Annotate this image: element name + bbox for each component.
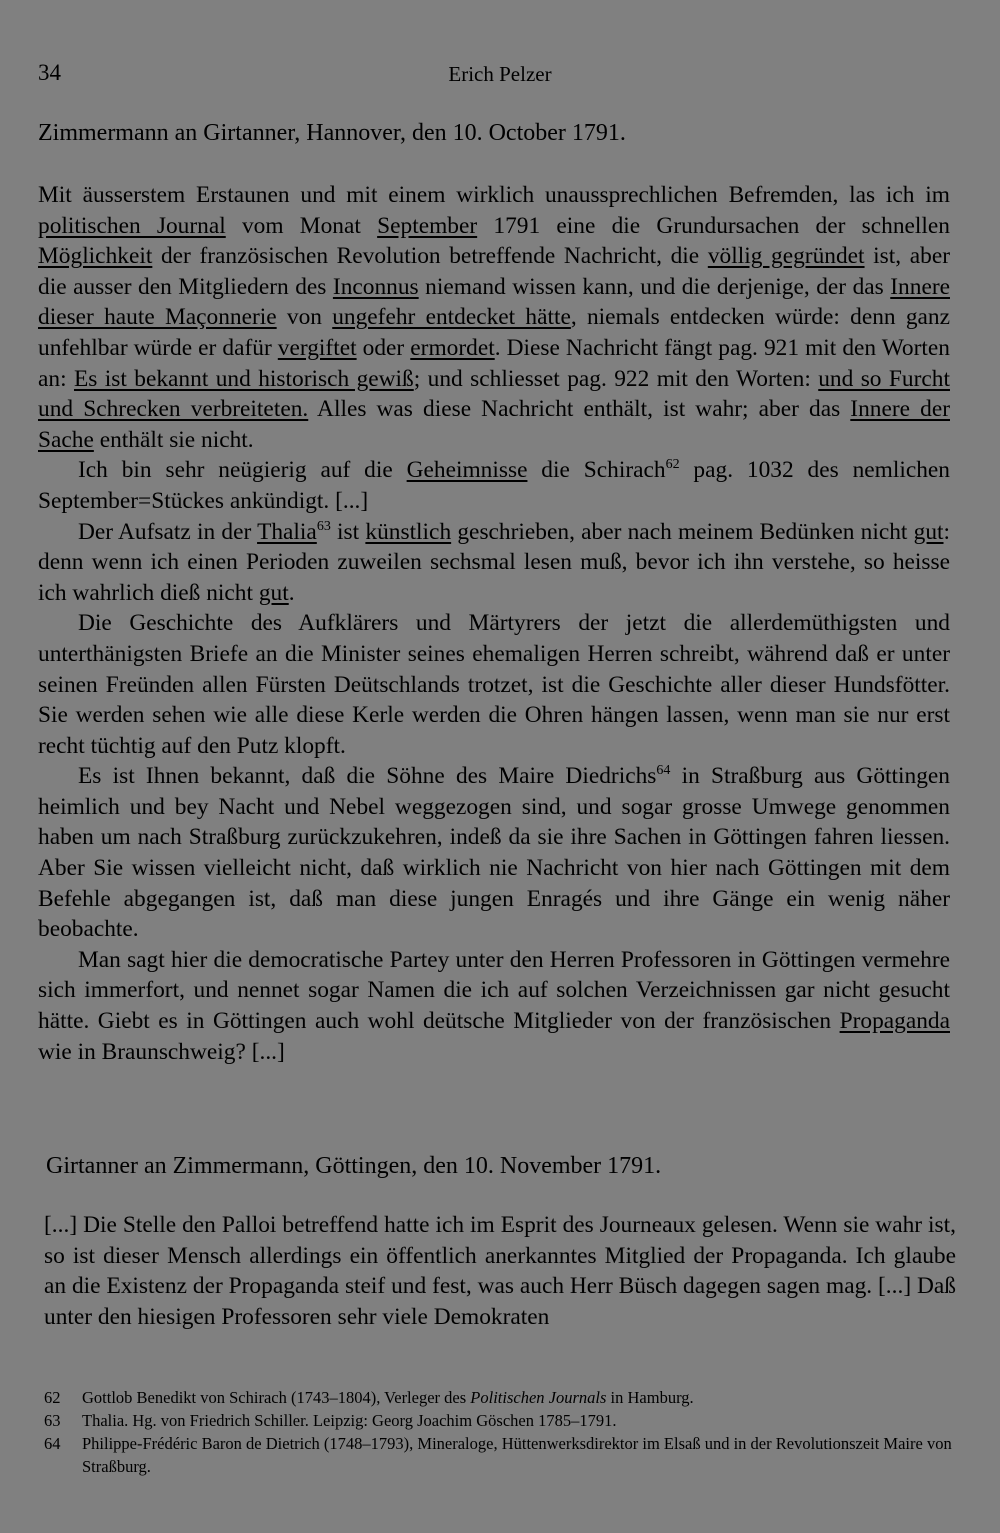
footnote-text — [82, 1386, 956, 1409]
text-run: die Schirach — [527, 457, 666, 484]
text-run: 1791 eine die Grundursachen der schnellen — [477, 212, 950, 239]
text-run: , niemals entdecken würde: denn ganz unfehlbar würde er dafür — [38, 304, 950, 361]
underlined-text: politischen Journal — [38, 212, 226, 239]
underlined-text: gut — [913, 518, 944, 545]
text-run: von — [276, 304, 333, 331]
italic-text: Politischen Journals — [470, 1388, 607, 1407]
text-run: in Straßburg aus Göttingen heimlich und bey Nacht und Nebel weggezogen sind, und sogar grosse Umwege genommen haben um nach Straßburg zurückzukehren, indeß da sie ihre Sachen in Göttingen fahren liessen. Aber Sie wissen vielleicht nicht, daß wirklich nie Nachricht von hier nach Göttingen mit dem Befehle abgegangen ist, daß man diese jungen Enragés und ihre Gänge ein wenig näher beobachte. — [38, 763, 950, 943]
text-run: wie in Braunschweig? [...] — [38, 1038, 285, 1065]
letter-1-body — [38, 180, 950, 1067]
text-run: Philippe-Frédéric Baron de Dietrich (1748–1793), Mineraloge, Hüttenwerksdirektor im Elsaß und in der Revolutionszeit Maire von Straßburg. — [82, 1434, 952, 1476]
text-run: Thalia. Hg. von Friedrich Schiller. Leipzig: Georg Joachim Göschen 1785–1791. — [82, 1411, 617, 1430]
underlined-text: Es ist bekannt und historisch gewiß — [73, 365, 414, 392]
letter-2-title: Girtanner an Zimmermann, Göttingen, den 10. November 1791. — [46, 1153, 662, 1179]
text-run: Die Geschichte des Aufklärers und Märtyrers der jetzt die allerdemüthigsten und unterthänigsten Briefe an die Minister seines ehemaligen Herren schreibt, während daß er unter seinen Freünden allen Fürsten Deütschlands trotzet, ist die Geschichte aller dieser Hundsfötter. Sie werden sehen wie alle diese Kerle werden die Ohren hängen lassen, wenn man sie nur erst recht tüchtig auf den Putz klopft. — [38, 610, 950, 759]
underlined-text: vergiftet — [277, 334, 357, 361]
letter-1-title: Zimmermann an Girtanner, Hannover, den 10. October 1791. — [38, 120, 626, 146]
underlined-text: Innere der Sache — [38, 396, 950, 453]
text-run: vom Monat — [225, 212, 378, 239]
footnote-number: 62 — [44, 1388, 61, 1407]
text-run: in Hamburg. — [606, 1388, 694, 1407]
text-run: geschrieben, aber nach meinem Bedünken nicht — [451, 518, 914, 545]
text-run: . — [288, 579, 295, 606]
text-run: pag. 1032 des nemlichen September=Stückes ankündigt. [...] — [38, 457, 950, 514]
paragraph — [38, 945, 950, 1067]
footnote-ref: 63 — [316, 518, 331, 534]
footnote-text — [82, 1432, 956, 1478]
underlined-text: ermordet — [410, 334, 495, 361]
paragraph — [38, 180, 950, 455]
text-run: ; und schliesset pag. 922 mit den Worten: — [413, 365, 819, 392]
text-run: . Diese Nachricht fängt pag. 921 mit den Worten an: — [38, 334, 950, 392]
underlined-text: und so Furcht und Schrecken verbreiteten. — [38, 365, 950, 423]
text-run: Mit äusserstem Erstaunen und mit einem wirklich unaussprechlichen Befremden, las ich im — [38, 182, 950, 208]
text-run: Es ist Ihnen bekannt, daß die Söhne des Maire Diedrichs — [78, 763, 657, 790]
text-run: Gottlob Benedikt von Schirach (1743–1804), Verleger des — [82, 1388, 471, 1407]
footnote-number: 63 — [44, 1411, 61, 1430]
paragraph — [44, 1210, 956, 1332]
footnote-number: 64 — [44, 1434, 61, 1453]
underlined-text: Möglichkeit — [38, 243, 153, 270]
text-run: [...] Die Stelle den Palloi betreffend hatte ich im Esprit des Journeaux gelesen. Wenn sie wahr ist, so ist dieser Mensch allerdings ein öffentlich anerkanntes Mitglied der Propaganda. Ich glaube an die Existenz der Propaganda steif und fest, was auch Herr Büsch dagegen sagen mag. [...] Daß unter den hiesigen Professoren sehr viele Demokraten — [44, 1212, 956, 1330]
footnote — [44, 1409, 956, 1432]
underlined-text: ungefehr entdecket hätte — [332, 304, 571, 331]
underlined-text: Geheimnisse — [406, 457, 528, 484]
text-run: ist, aber die ausser den Mitgliedern des — [38, 243, 950, 300]
paragraph — [38, 761, 950, 945]
page-header — [38, 60, 962, 96]
text-run: enthält sie nicht. — [93, 426, 254, 453]
page-number: 34 — [38, 60, 61, 85]
underlined-text: Inconnus — [332, 273, 419, 300]
footnote-ref: 64 — [656, 763, 671, 779]
footnotes — [44, 1386, 956, 1478]
text-run: Man sagt hier die democratische Partey unter den Herren Professoren in Göttingen vermehre sich immerfort, und nennet sogar Namen die ich auf solchen Verzeichnissen gar nicht gesucht hätte. Giebt es in Göttingen auch wohl deütsche Mitglieder von der französischen — [38, 946, 950, 1035]
text-run: Der Aufsatz in der — [78, 518, 258, 545]
footnote-ref: 62 — [665, 457, 680, 473]
underlined-text: Propaganda — [839, 1008, 950, 1035]
underlined-text: gut — [258, 579, 289, 606]
text-run: ist — [330, 518, 366, 545]
text-run: oder — [356, 334, 411, 361]
paragraph — [38, 455, 950, 516]
text-run: der französischen Revolution betreffende Nachricht, die — [152, 243, 708, 270]
paragraph — [38, 608, 950, 761]
footnote-text — [82, 1409, 956, 1432]
underlined-text: Thalia — [257, 518, 317, 545]
text-run: : denn wenn ich einen Perioden zuweilen sechsmal lesen muß, bevor ich ihn verstehe, so heisse ich wahrlich dieß nicht — [38, 518, 951, 606]
text-run: niemand wissen kann, und die derjenige, der das — [418, 273, 891, 300]
footnote — [44, 1432, 956, 1478]
text-run: Ich bin sehr neügierig auf die — [78, 457, 407, 484]
underlined-text: völlig gegründet — [707, 243, 865, 270]
text-run: Alles was diese Nachricht enthält, ist wahr; aber das — [308, 396, 851, 423]
underlined-text: Innere dieser haute Maçonnerie — [38, 273, 950, 331]
underlined-text: September — [377, 212, 478, 239]
letter-2-body — [44, 1210, 956, 1332]
footnote — [44, 1386, 956, 1409]
paragraph — [38, 517, 950, 609]
underlined-text: künstlich — [365, 518, 452, 545]
running-head: Erich Pelzer — [448, 62, 552, 86]
